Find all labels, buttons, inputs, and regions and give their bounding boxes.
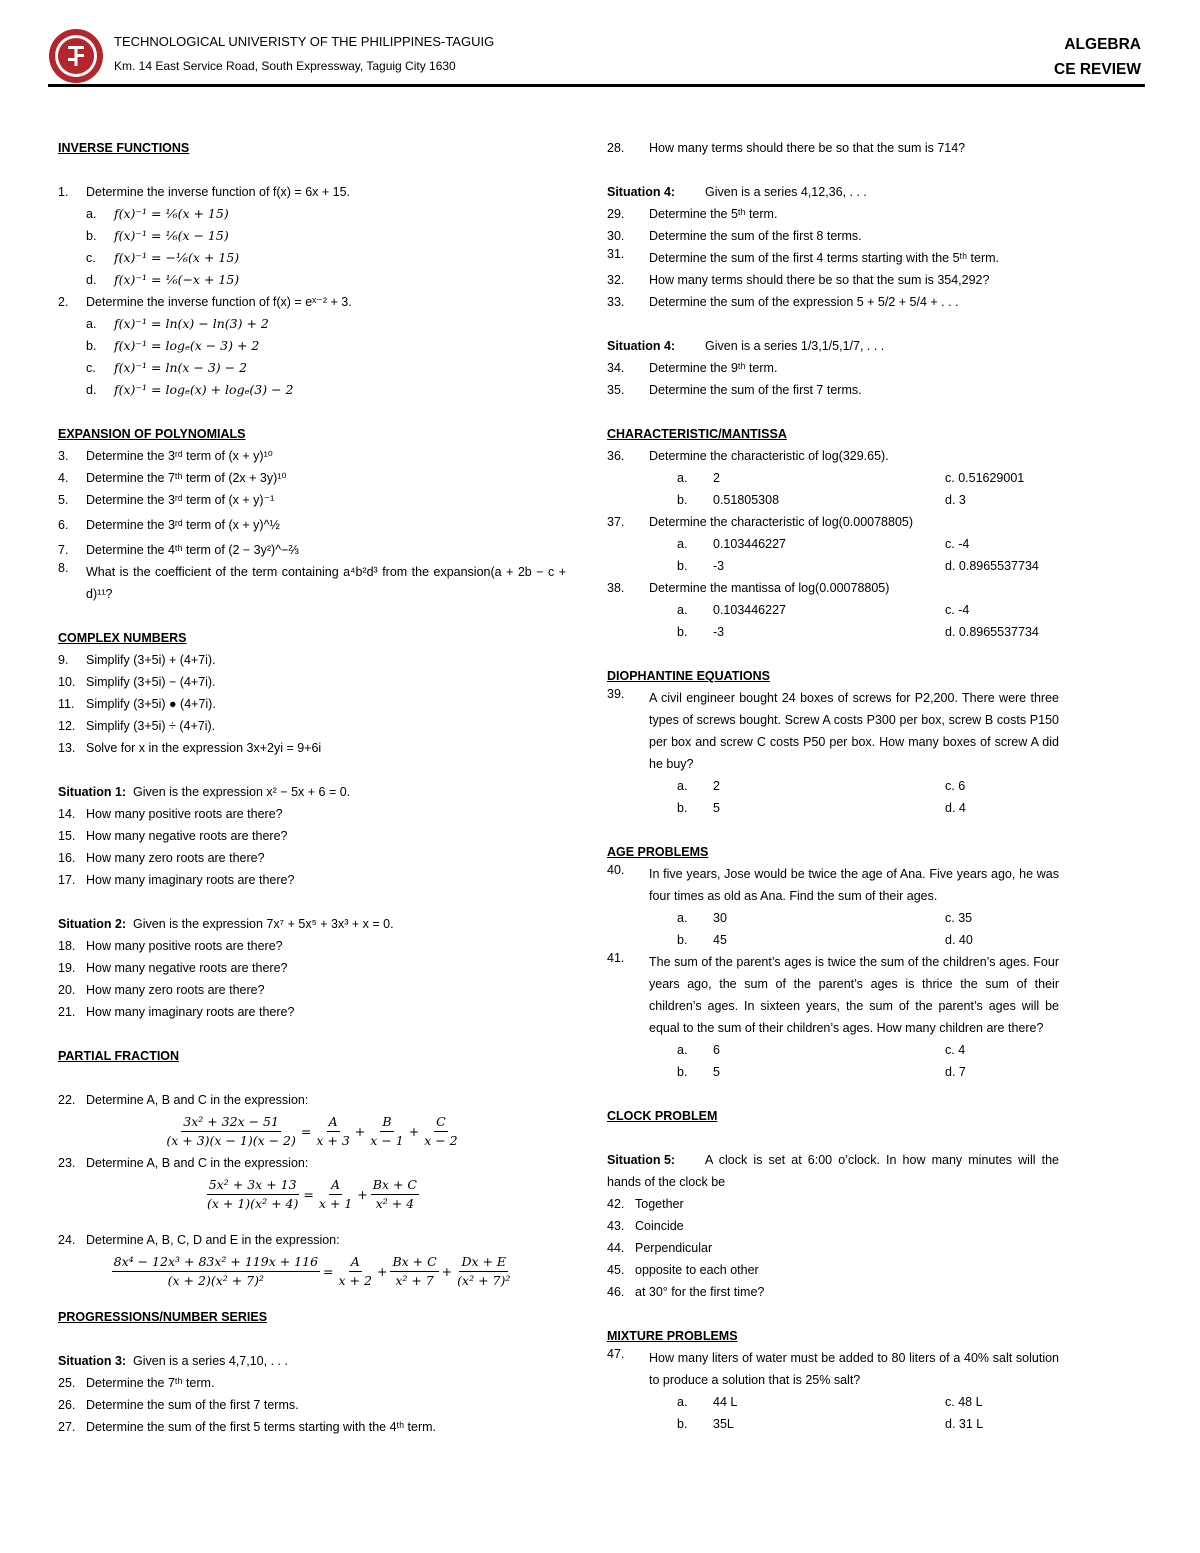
university-name: TECHNOLOGICAL UNIVERISTY OF THE PHILIPPINES-TAGUIG [114,34,495,49]
question-36: 36. Determine the characteristic of log(329.65). [607,449,889,463]
q2-option-d: d. f(x)⁻¹ = logₑ(x) + logₑ(3) − 2 [86,382,294,397]
q40-options-bd: b. 45 d. 40 [677,933,973,947]
right-column [607,137,1059,1435]
question-25: 25. Determine the 7ᵗʰ term. [58,1376,215,1390]
question-40: 40. In five years, Jose would be twice the age of Ana. Five years ago, he was four times as old as Ana. Find the sum of their ages. [607,863,1059,903]
question-18: 18. How many positive roots are there? [58,939,283,953]
question-43: 43. Coincide [607,1219,684,1233]
section-partial-fraction: PARTIAL FRACTION [58,1049,180,1063]
question-1: 1. Determine the inverse function of f(x) = 6x + 15. [58,185,351,199]
question-46: 46. at 30° for the first time? [607,1285,765,1299]
question-42: 42. Together [607,1197,684,1211]
question-38: 38. Determine the mantissa of log(0.00078805) [607,581,890,595]
question-37: 37. Determine the characteristic of log(0.00078805) [607,515,914,529]
review-title: CE REVIEW [1054,61,1141,78]
left-column [58,137,566,1438]
q36-options-bd: b. 0.51805308 d. 3 [677,493,966,507]
university-address: Km. 14 East Service Road, South Expressway, Taguig City 1630 [114,59,456,73]
question-9: 9. Simplify (3+5i) + (4+7i). [58,653,216,667]
question-12: 12. Simplify (3+5i) ÷ (4+7i). [58,719,216,733]
section-age-problems: AGE PROBLEMS [607,845,709,859]
question-14: 14. How many positive roots are there? [58,807,283,821]
situation-4a: Situation 4: Given is a series 4,12,36, . . . [607,185,867,199]
q47-options-ac: a. 44 L c. 48 L [677,1395,983,1409]
section-progressions: PROGRESSIONS/NUMBER SERIES [58,1310,268,1324]
situation-3: Situation 3: Given is a series 4,7,10, . . . [58,1354,288,1368]
equation-24: $\frac{\text{8x⁴ − 12x³ + 83x² + 119x + 116}}{\text{(x + 2)(x² + 7)²}}$ = $\frac{A}{x + 2}$ + $\frac{Bx + C}{\text{x² + 7}}$ + $\frac{Dx + E}{\text{(x² + 7)²}}$ [113,1254,511,1288]
q47-options-bd: b. 35L d. 31 L [677,1417,984,1431]
section-mixture-problems: MIXTURE PROBLEMS [607,1329,738,1343]
question-13: 13. Solve for x in the expression 3x+2yi = 9+6i [58,741,322,755]
question-28: 28. How many terms should there be so that the sum is 714? [607,141,966,155]
q1-option-b: b. f(x)⁻¹ = ⅙(x − 15) [86,228,229,243]
question-44: 44. Perpendicular [607,1241,713,1255]
question-33: 33. Determine the sum of the expression 5 + 5/2 + 5/4 + . . . [607,295,959,309]
question-47: 47. How many liters of water must be added to 80 liters of a 40% salt solution to produce a solution that is 25% salt? [607,1347,1059,1387]
q2-option-b: b. f(x)⁻¹ = logₑ(x − 3) + 2 [86,338,260,353]
section-clock-problem: CLOCK PROBLEM [607,1109,718,1123]
situation-2: Situation 2: Given is the expression 7x⁷ + 5x⁵ + 3x³ + x = 0. [58,917,394,931]
situation-4b: Situation 4: Given is a series 1/3,1/5,1/7, . . . [607,339,885,353]
question-8: 8. What is the coefficient of the term containing a⁴b²d³ from the expansion(a + 2b − c + d)¹¹? [58,561,566,601]
q38-options-bd: b. -3 d. 0.8965537734 [677,625,1039,639]
q1-option-c: c. f(x)⁻¹ = −⅙(x + 15) [86,250,240,265]
question-23: 23. Determine A, B and C in the expression: [58,1156,309,1170]
question-19: 19. How many negative roots are there? [58,961,288,975]
q39-options-ac: a. 2 c. 6 [677,779,966,793]
q40-options-ac: a. 30 c. 35 [677,911,973,925]
question-41: 41. The sum of the parent’s ages is twice the sum of the children’s ages. Four years ago, the sum of the parent’s ages is thrice the sum of their children’s ages. In sixteen years, the sum of the parent’s ages will be equal to the sum of their children’s ages. How many children are there? [607,951,1059,1035]
question-5: 5. Determine the 3ʳᵈ term of (x + y)⁻¹ [58,493,275,507]
question-2: 2. Determine the inverse function of f(x) = eˣ⁻² + 3. [58,295,352,309]
question-17: 17. How many imaginary roots are there? [58,873,295,887]
q2-option-a: a. f(x)⁻¹ = ln(x) − ln(3) + 2 [86,316,269,331]
q39-options-bd: b. 5 d. 4 [677,801,966,815]
question-6: 6. Determine the 3ʳᵈ term of (x + y)^½ [58,518,280,532]
question-22: 22. Determine A, B and C in the expression: [58,1093,309,1107]
question-39: 39. A civil engineer bought 24 boxes of screws for P2,200. There were three types of screws bought. Screw A costs P300 per box, screw B costs P150 per box and screw C costs P50 per box. How many boxes of screw A did he buy? [607,687,1059,771]
question-24: 24. Determine A, B, C, D and E in the expression: [58,1233,340,1247]
q37-options-ac: a. 0.103446227 c. -4 [677,537,970,551]
q38-options-ac: a. 0.103446227 c. -4 [677,603,970,617]
section-characteristic: CHARACTERISTIC/MANTISSA [607,427,787,441]
question-16: 16. How many zero roots are there? [58,851,265,865]
equation-22: $\frac{\text{3x² + 32x − 51}}{(x + 3)(x - 1)(x - 2)}$ = $\frac{A}{x + 3}$ + $\frac{B}{x - 1}$ + $\frac{C}{x - 2}$ [166,1114,458,1148]
header-rule [48,84,1145,87]
question-32: 32. How many terms should there be so that the sum is 354,292? [607,273,990,287]
section-expansion: EXPANSION OF POLYNOMIALS [58,427,246,441]
q1-option-a: a. f(x)⁻¹ = ⅙(x + 15) [86,206,229,221]
question-11: 11. Simplify (3+5i) ● (4+7i). [58,697,216,711]
question-31: 31. Determine the sum of the first 4 terms starting with the 5ᵗʰ term. [607,247,1000,265]
q41-options-bd: b. 5 d. 7 [677,1065,966,1079]
question-27: 27. Determine the sum of the first 5 terms starting with the 4ᵗʰ term. [58,1420,437,1434]
question-4: 4. Determine the 7ᵗʰ term of (2x + 3y)¹⁰ [58,471,287,485]
header-subject [1054,32,1141,82]
question-45: 45. opposite to each other [607,1263,759,1277]
question-3: 3. Determine the 3ʳᵈ term of (x + y)¹⁰ [58,449,273,463]
question-26: 26. Determine the sum of the first 7 terms. [58,1398,299,1412]
header [48,28,1145,84]
question-34: 34. Determine the 9ᵗʰ term. [607,361,778,375]
situation-1: Situation 1: Given is the expression x² − 5x + 6 = 0. [58,785,351,799]
question-7: 7. Determine the 4ᵗʰ term of (2 − 3y²)^−⅔ [58,543,299,557]
q36-options-ac: a. 2 c. 0.51629001 [677,471,1025,485]
equation-23: $\frac{\text{5x² + 3x + 13}}{\text{(x + 1)(x² + 4)}}$ = $\frac{A}{x + 1}$ + $\frac{Bx + C}{\text{x² + 4}}$ [206,1177,417,1211]
q37-options-bd: b. -3 d. 0.8965537734 [677,559,1039,573]
section-diophantine: DIOPHANTINE EQUATIONS [607,669,770,683]
q1-option-d: d. f(x)⁻¹ = ⅙(−x + 15) [86,272,240,287]
section-inverse-functions: INVERSE FUNCTIONS [58,141,190,155]
question-35: 35. Determine the sum of the first 7 terms. [607,383,862,397]
subject-title: ALGEBRA [1064,36,1141,53]
question-20: 20. How many zero roots are there? [58,983,265,997]
question-21: 21. How many imaginary roots are there? [58,1005,295,1019]
q2-option-c: c. f(x)⁻¹ = ln(x − 3) − 2 [86,360,248,375]
question-10: 10. Simplify (3+5i) − (4+7i). [58,675,216,689]
section-complex: COMPLEX NUMBERS [58,631,187,645]
question-30: 30. Determine the sum of the first 8 terms. [607,229,862,243]
university-seal-logo [48,28,104,84]
q41-options-ac: a. 6 c. 4 [677,1043,966,1057]
question-15: 15. How many negative roots are there? [58,829,288,843]
question-29: 29. Determine the 5ᵗʰ term. [607,207,778,221]
situation-5: Situation 5: A clock is set at 6:00 o’clock. In how many minutes will the hands of the clock be [607,1153,1059,1189]
